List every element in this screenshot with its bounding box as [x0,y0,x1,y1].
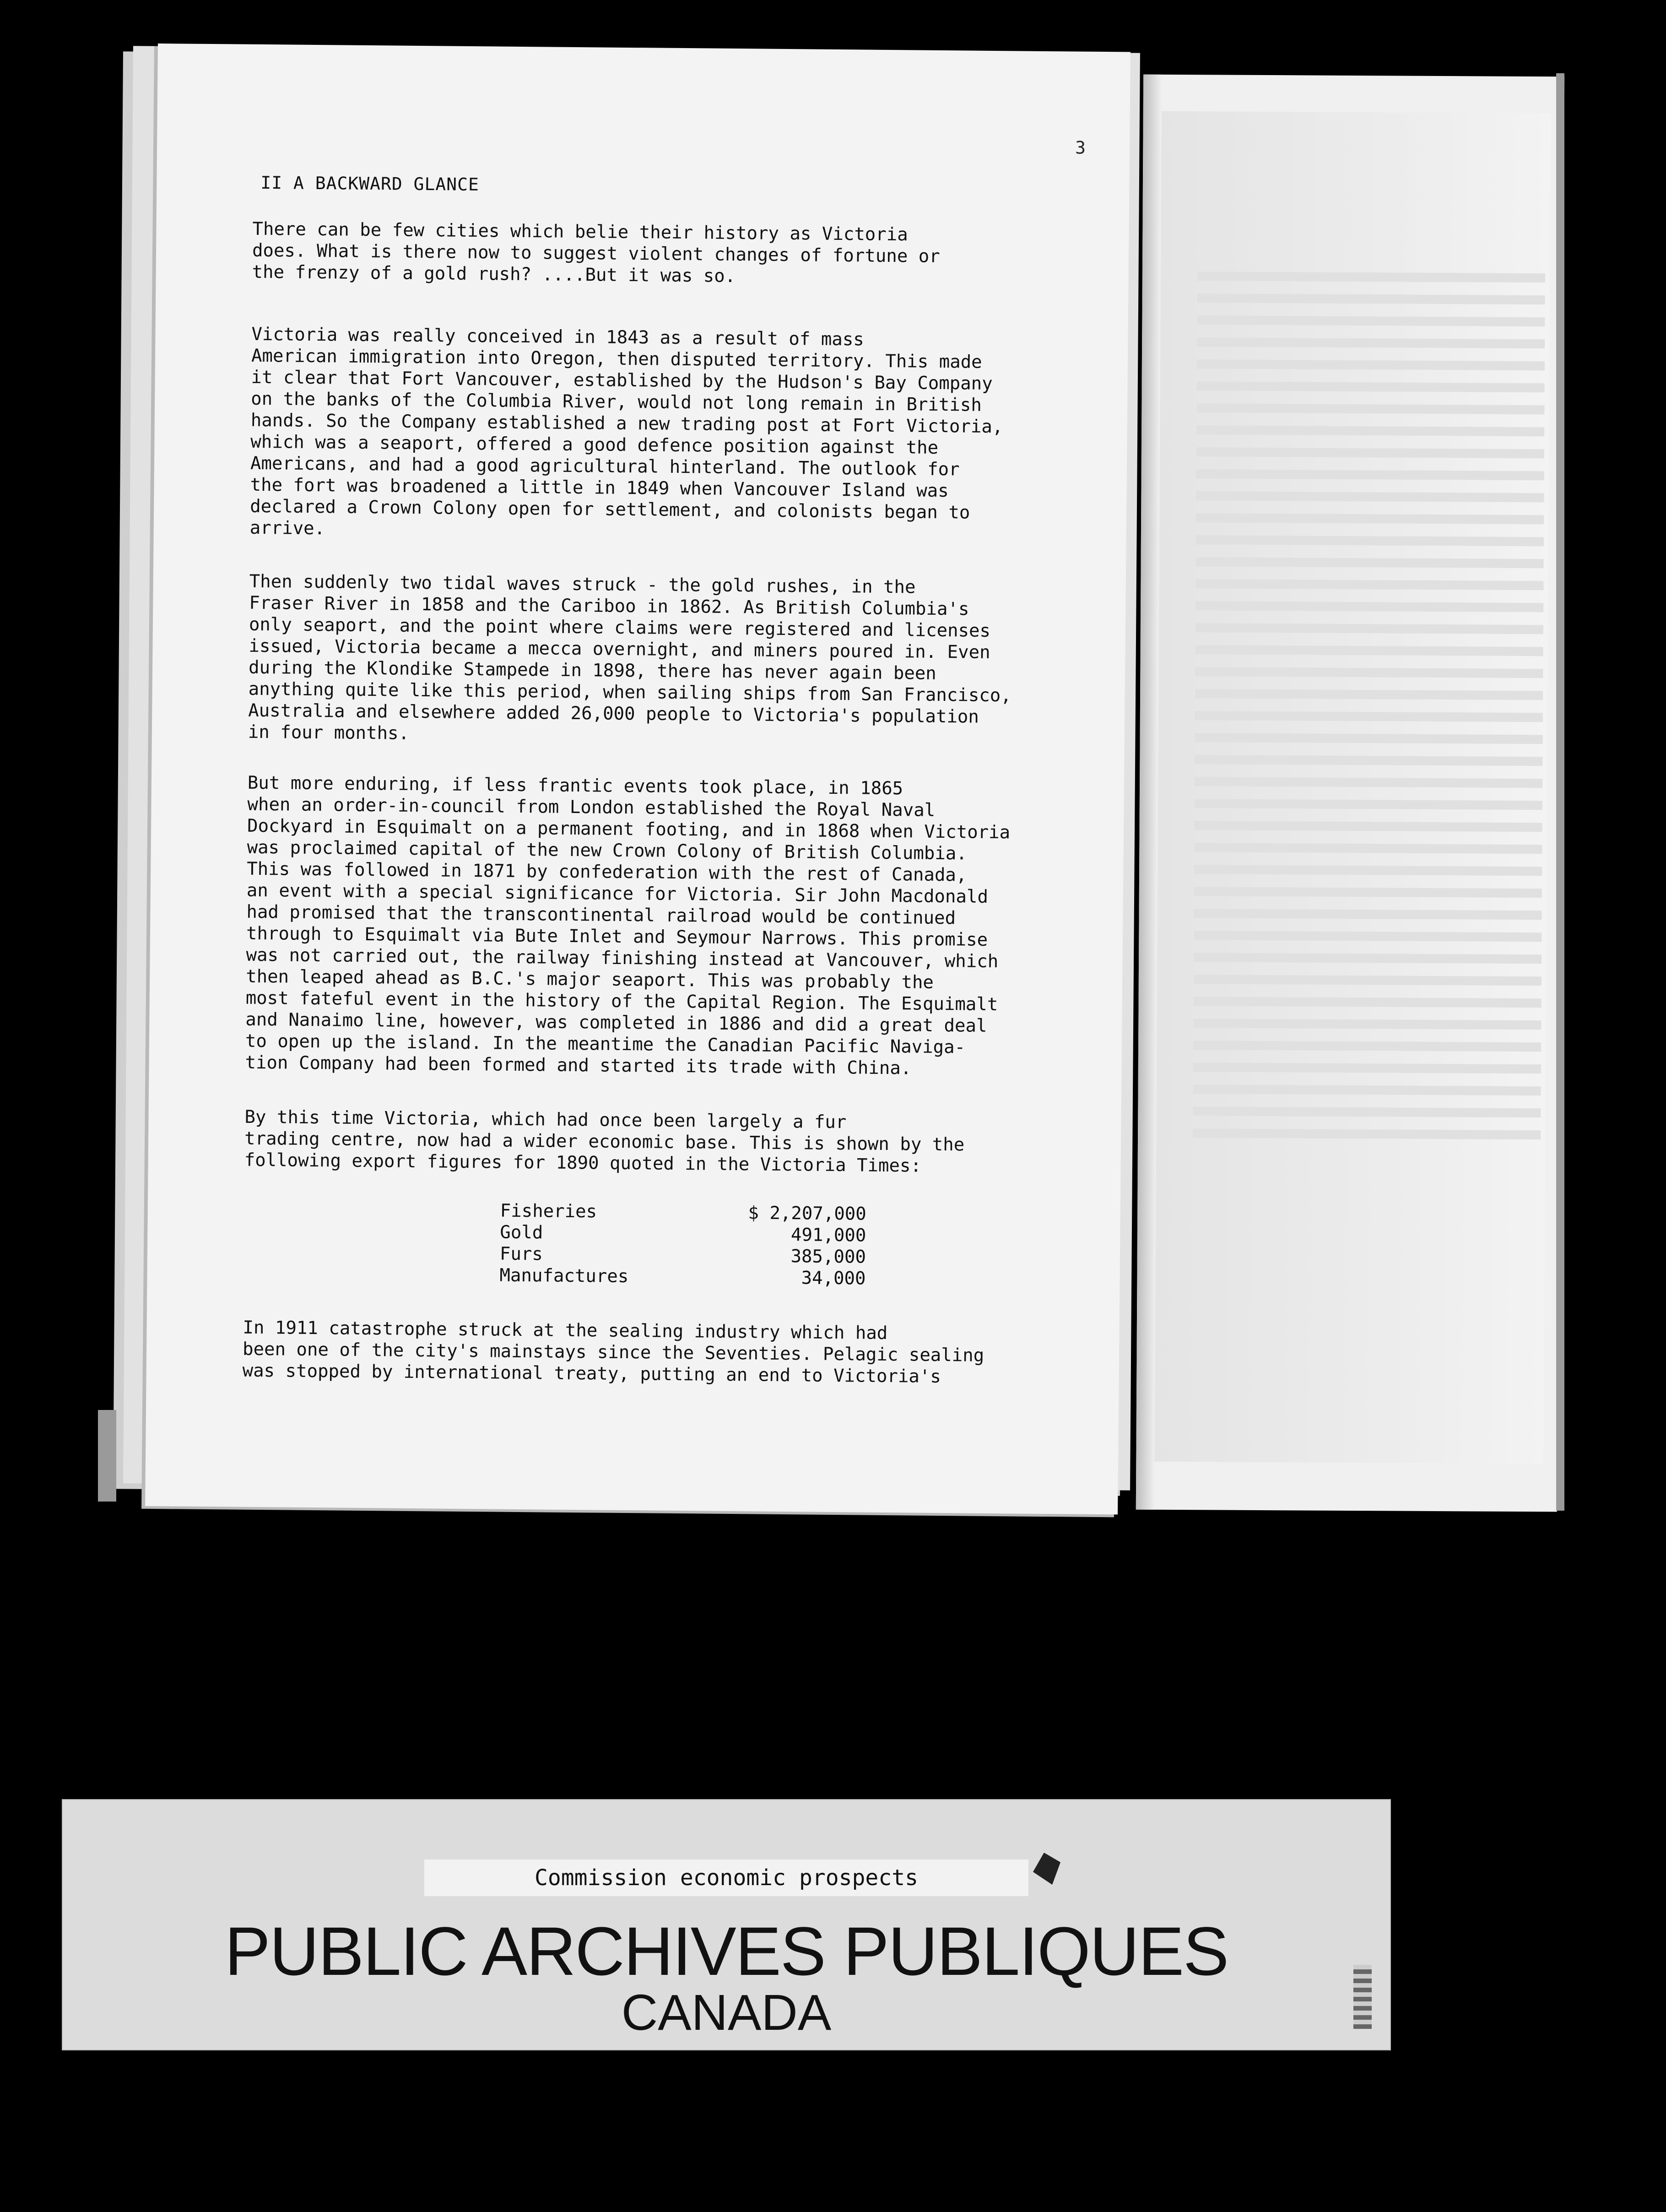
binding-tab [98,1410,116,1502]
export-item: Gold [500,1222,543,1243]
export-figures-table [499,1200,866,1290]
country-title: CANADA [621,1984,832,2041]
export-value: 385,000 [790,1246,866,1268]
table-row [500,1200,866,1225]
arrow-icon [1033,1853,1060,1885]
export-value: $ 2,207,000 [748,1203,866,1225]
paragraph-6: In 1911 catastrophe struck at the sealing industry which had been one of the city's mainstays since the Seventies. Pelagic sealing was stopped by international treaty, putting an end to Victoria's [242,1317,984,1388]
export-item: Fisheries [500,1200,597,1222]
facing-page [1136,75,1564,1512]
archives-title: PUBLIC ARCHIVES PUBLIQUES [224,1913,1228,1990]
export-item: Furs [499,1243,543,1265]
export-value: 34,000 [801,1268,866,1289]
edge-mark [1353,1965,1372,2029]
paragraph-1: There can be few cities which belie their history as Victoria does. What is there now to suggest violent changes of fortune or the frenzy of a gold rush? ....But it was so. [252,218,940,287]
table-row [500,1243,866,1268]
paragraph-3: Then suddenly two tidal waves struck - the gold rushes, in the Fraser River in 1858 and the Cariboo in 1862. As British Columbia's only seaport, and the point where claims were registered and licenses issued, Victoria became a mecca overnight, and miners poured in. Even during the Klondike Stampede in 1898, there has never again been anything quite like this period, when sailing ships from San Francisco, Australia and elsewhere added 26,000 people to Victoria's population in four months. [248,571,1012,744]
paragraph-5: By this time Victoria, which had once been largely a fur trading centre, now had a wider economic base. This is shown by the following export figures for 1890 quoted in the Victoria Times: [244,1106,965,1176]
table-row [500,1222,866,1247]
bleed-through-text [1193,271,1545,1152]
export-value: 491,000 [790,1225,866,1246]
document-page [145,43,1130,1514]
commission-label: Commission economic prospects [424,1860,1028,1896]
page-edge [1556,73,1564,1511]
section-title: II A BACKWARD GLANCE [260,172,480,195]
archive-label [62,1799,1391,2050]
export-item: Manufactures [499,1265,629,1287]
table-row [499,1265,865,1290]
paragraph-2: Victoria was really conceived in 1843 as a result of mass American immigration into Oregon, then disputed territory. This made it clear that Fort Vancouver, established by the Hudson's Bay Company on the banks of the Columbia River, would not long remain in British hands. So the Company established a new trading post at Fort Victoria, which was a seaport, offered a good defence position against the Americans, and had a good agricultural hinterland. The outlook for the fort was broadened a little in 1849 when Vancouver Island was declared a Crown Colony open for settlement, and colonists began to arrive. [249,324,1003,539]
paragraph-4: But more enduring, if less frantic events took place, in 1865 when an order-in-council from London established the Royal Naval Dockyard in Esquimalt on a permanent footing, and in 1868 when Victoria was proclaimed capital of the new Crown Colony of British Columbia. This was followed in 1871 by confederation with the rest of Canada, an event with a special significance for Victoria. Sir John Macdonald had promised that the transcontinental railroad would be continued through to Esquimalt via Bute Inlet and Seymour Narrows. This promise was not carried out, the railway finishing instead at Vancouver, which then leaped ahead as B.C.'s major seaport. This was probably the most fateful event in the history of the Capital Region. The Esquimalt and Nanaimo line, however, was completed in 1886 and did a great deal to open up the island. In the meantime the Canadian Pacific Naviga- tion Company had been formed and started its trade with China. [245,772,1011,1079]
page-number: 3 [1075,137,1086,158]
